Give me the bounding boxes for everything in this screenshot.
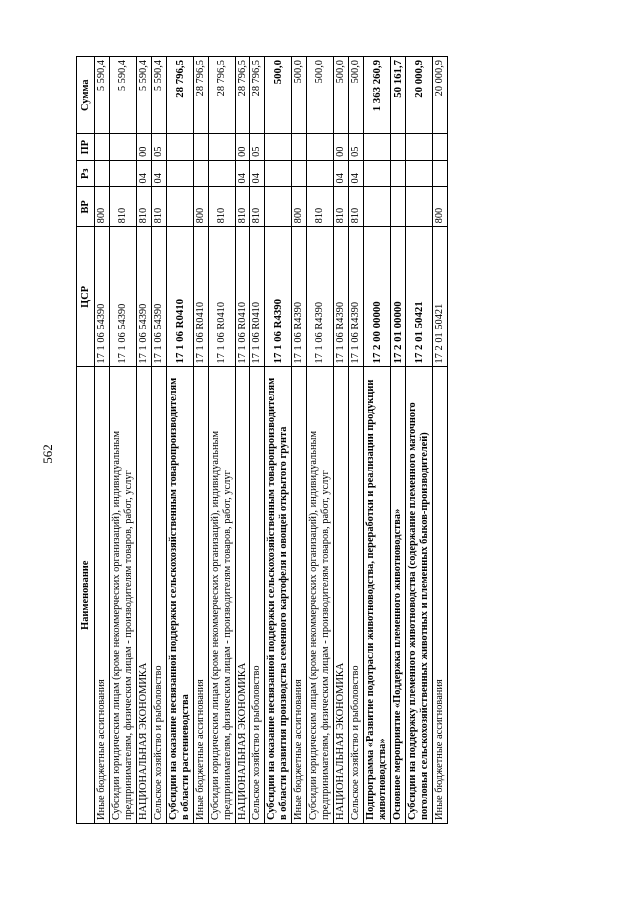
row-pr [292,134,307,161]
row-vr [406,187,433,227]
row-rz: 04 [235,160,250,187]
table-row [166,57,193,824]
row-sum: 500,0 [307,57,334,134]
row-pr: 00 [334,134,349,161]
row-name: Иные бюджетные ассигнования [193,367,208,824]
row-csr: 17 1 06 54390 [136,227,151,367]
row-sum: 50 161,7 [391,57,406,134]
row-csr: 17 1 06 54390 [109,227,136,367]
row-pr [166,134,193,161]
row-vr: 810 [307,187,334,227]
row-name: Субсидии юридическим лицам (кроме некоммерческих организаций), индивидуальным предпринимателям, физическим лицам - производителям товаров, работ, услуг [307,367,334,824]
row-pr: 05 [250,134,265,161]
row-pr [433,134,448,161]
row-pr [364,134,391,161]
row-rz [95,160,110,187]
table-row [433,57,448,824]
table-row [193,57,208,824]
table-row [391,57,406,824]
table-row [292,57,307,824]
table-row [349,57,364,824]
page-number: 562 [40,444,55,464]
header-vr: ВР [77,187,95,227]
row-sum: 1 363 260,9 [364,57,391,134]
row-sum: 5 590,4 [95,57,110,134]
table-row [151,57,166,824]
row-rz: 04 [151,160,166,187]
row-rz: 04 [334,160,349,187]
row-vr: 810 [250,187,265,227]
table-row [235,57,250,824]
row-vr [166,187,193,227]
row-vr: 800 [95,187,110,227]
table-row [208,57,235,824]
row-name: НАЦИОНАЛЬНАЯ ЭКОНОМИКА [235,367,250,824]
row-vr: 810 [109,187,136,227]
row-csr: 17 1 06 R4390 [292,227,307,367]
row-pr: 05 [151,134,166,161]
row-pr [406,134,433,161]
row-sum: 500,0 [265,57,292,134]
row-name: Субсидии юридическим лицам (кроме некоммерческих организаций), индивидуальным предпринимателям, физическим лицам - производителям товаров, работ, услуг [208,367,235,824]
row-sum: 28 796,5 [235,57,250,134]
row-pr [265,134,292,161]
row-sum: 5 590,4 [109,57,136,134]
row-sum: 28 796,5 [193,57,208,134]
row-rz [166,160,193,187]
row-csr: 17 1 06 R4390 [265,227,292,367]
row-rz: 04 [136,160,151,187]
row-name: Иные бюджетные ассигнования [433,367,448,824]
row-vr: 810 [235,187,250,227]
row-sum: 5 590,4 [136,57,151,134]
row-name: Иные бюджетные ассигнования [95,367,110,824]
row-pr [208,134,235,161]
header-name: Наименование [77,367,95,824]
row-rz [433,160,448,187]
row-csr: 17 1 06 54390 [95,227,110,367]
row-rz [265,160,292,187]
row-csr: 17 1 06 R4390 [307,227,334,367]
row-rz [364,160,391,187]
row-sum: 20 000,9 [433,57,448,134]
row-name: Сельское хозяйство и рыболовство [349,367,364,824]
row-rz [208,160,235,187]
row-csr: 17 1 06 R0410 [208,227,235,367]
table-row [307,57,334,824]
row-rz [109,160,136,187]
table-row [95,57,110,824]
row-name: НАЦИОНАЛЬНАЯ ЭКОНОМИКА [136,367,151,824]
row-csr: 17 1 06 R4390 [334,227,349,367]
row-rz [391,160,406,187]
row-vr: 810 [208,187,235,227]
row-sum: 28 796,5 [250,57,265,134]
row-sum: 500,0 [292,57,307,134]
row-name: Субсидии на оказание несвязанной поддержки сельскохозяйственным товаропроизводителям в области растениеводства [166,367,193,824]
row-name: Субсидии на оказание несвязанной поддержки сельскохозяйственным товаропроизводителям в области развития производства семенного картофеля и овощей открытого грунта [265,367,292,824]
row-pr [95,134,110,161]
rotated-table-container [76,56,604,824]
table-row [136,57,151,824]
row-pr [307,134,334,161]
row-vr: 800 [433,187,448,227]
row-name: НАЦИОНАЛЬНАЯ ЭКОНОМИКА [334,367,349,824]
row-csr: 17 1 06 R4390 [349,227,364,367]
header-rz: Рз [77,160,95,187]
row-sum: 500,0 [334,57,349,134]
row-csr: 17 1 06 R0410 [166,227,193,367]
row-vr: 810 [349,187,364,227]
table-row [109,57,136,824]
row-rz [307,160,334,187]
header-pr: ПР [77,134,95,161]
row-pr [193,134,208,161]
row-pr [391,134,406,161]
row-vr [265,187,292,227]
row-vr: 810 [151,187,166,227]
row-csr: 17 1 06 R0410 [193,227,208,367]
row-pr: 00 [235,134,250,161]
row-vr [391,187,406,227]
row-pr: 00 [136,134,151,161]
row-pr [109,134,136,161]
row-csr: 17 2 00 00000 [364,227,391,367]
row-csr: 17 1 06 R0410 [235,227,250,367]
row-vr: 800 [193,187,208,227]
table-row [406,57,433,824]
row-name: Субсидии на поддержку племенного животноводства (содержание племенного маточного поголовья сельскохозяйственных животных и племенных быков-производителей) [406,367,433,824]
table-row [265,57,292,824]
row-sum: 500,0 [349,57,364,134]
row-name: Иные бюджетные ассигнования [292,367,307,824]
budget-table [76,56,448,824]
table-row [364,57,391,824]
row-rz [292,160,307,187]
row-csr: 17 2 01 50421 [433,227,448,367]
row-rz: 04 [349,160,364,187]
row-name: Сельское хозяйство и рыболовство [151,367,166,824]
row-vr: 810 [334,187,349,227]
row-name: Подпрограмма «Развитие подотрасли животноводства, переработки и реализации продукции животноводства» [364,367,391,824]
row-sum: 20 000,9 [406,57,433,134]
row-csr: 17 2 01 50421 [406,227,433,367]
row-vr [364,187,391,227]
row-pr: 05 [349,134,364,161]
row-sum: 5 590,4 [151,57,166,134]
table-row [250,57,265,824]
row-name: Основное мероприятие «Поддержка племенного животноводства» [391,367,406,824]
row-csr: 17 2 01 00000 [391,227,406,367]
row-sum: 28 796,5 [166,57,193,134]
row-vr: 810 [136,187,151,227]
row-rz: 04 [250,160,265,187]
row-rz [406,160,433,187]
row-name: Субсидии юридическим лицам (кроме некоммерческих организаций), индивидуальным предпринимателям, физическим лицам - производителям товаров, работ, услуг [109,367,136,824]
row-name: Сельское хозяйство и рыболовство [250,367,265,824]
header-row [77,57,95,824]
table-row [334,57,349,824]
row-rz [193,160,208,187]
row-sum: 28 796,5 [208,57,235,134]
table-body [95,57,448,824]
row-vr: 800 [292,187,307,227]
header-sum: Сумма [77,57,95,134]
row-csr: 17 1 06 54390 [151,227,166,367]
header-csr: ЦСР [77,227,95,367]
row-csr: 17 1 06 R0410 [250,227,265,367]
